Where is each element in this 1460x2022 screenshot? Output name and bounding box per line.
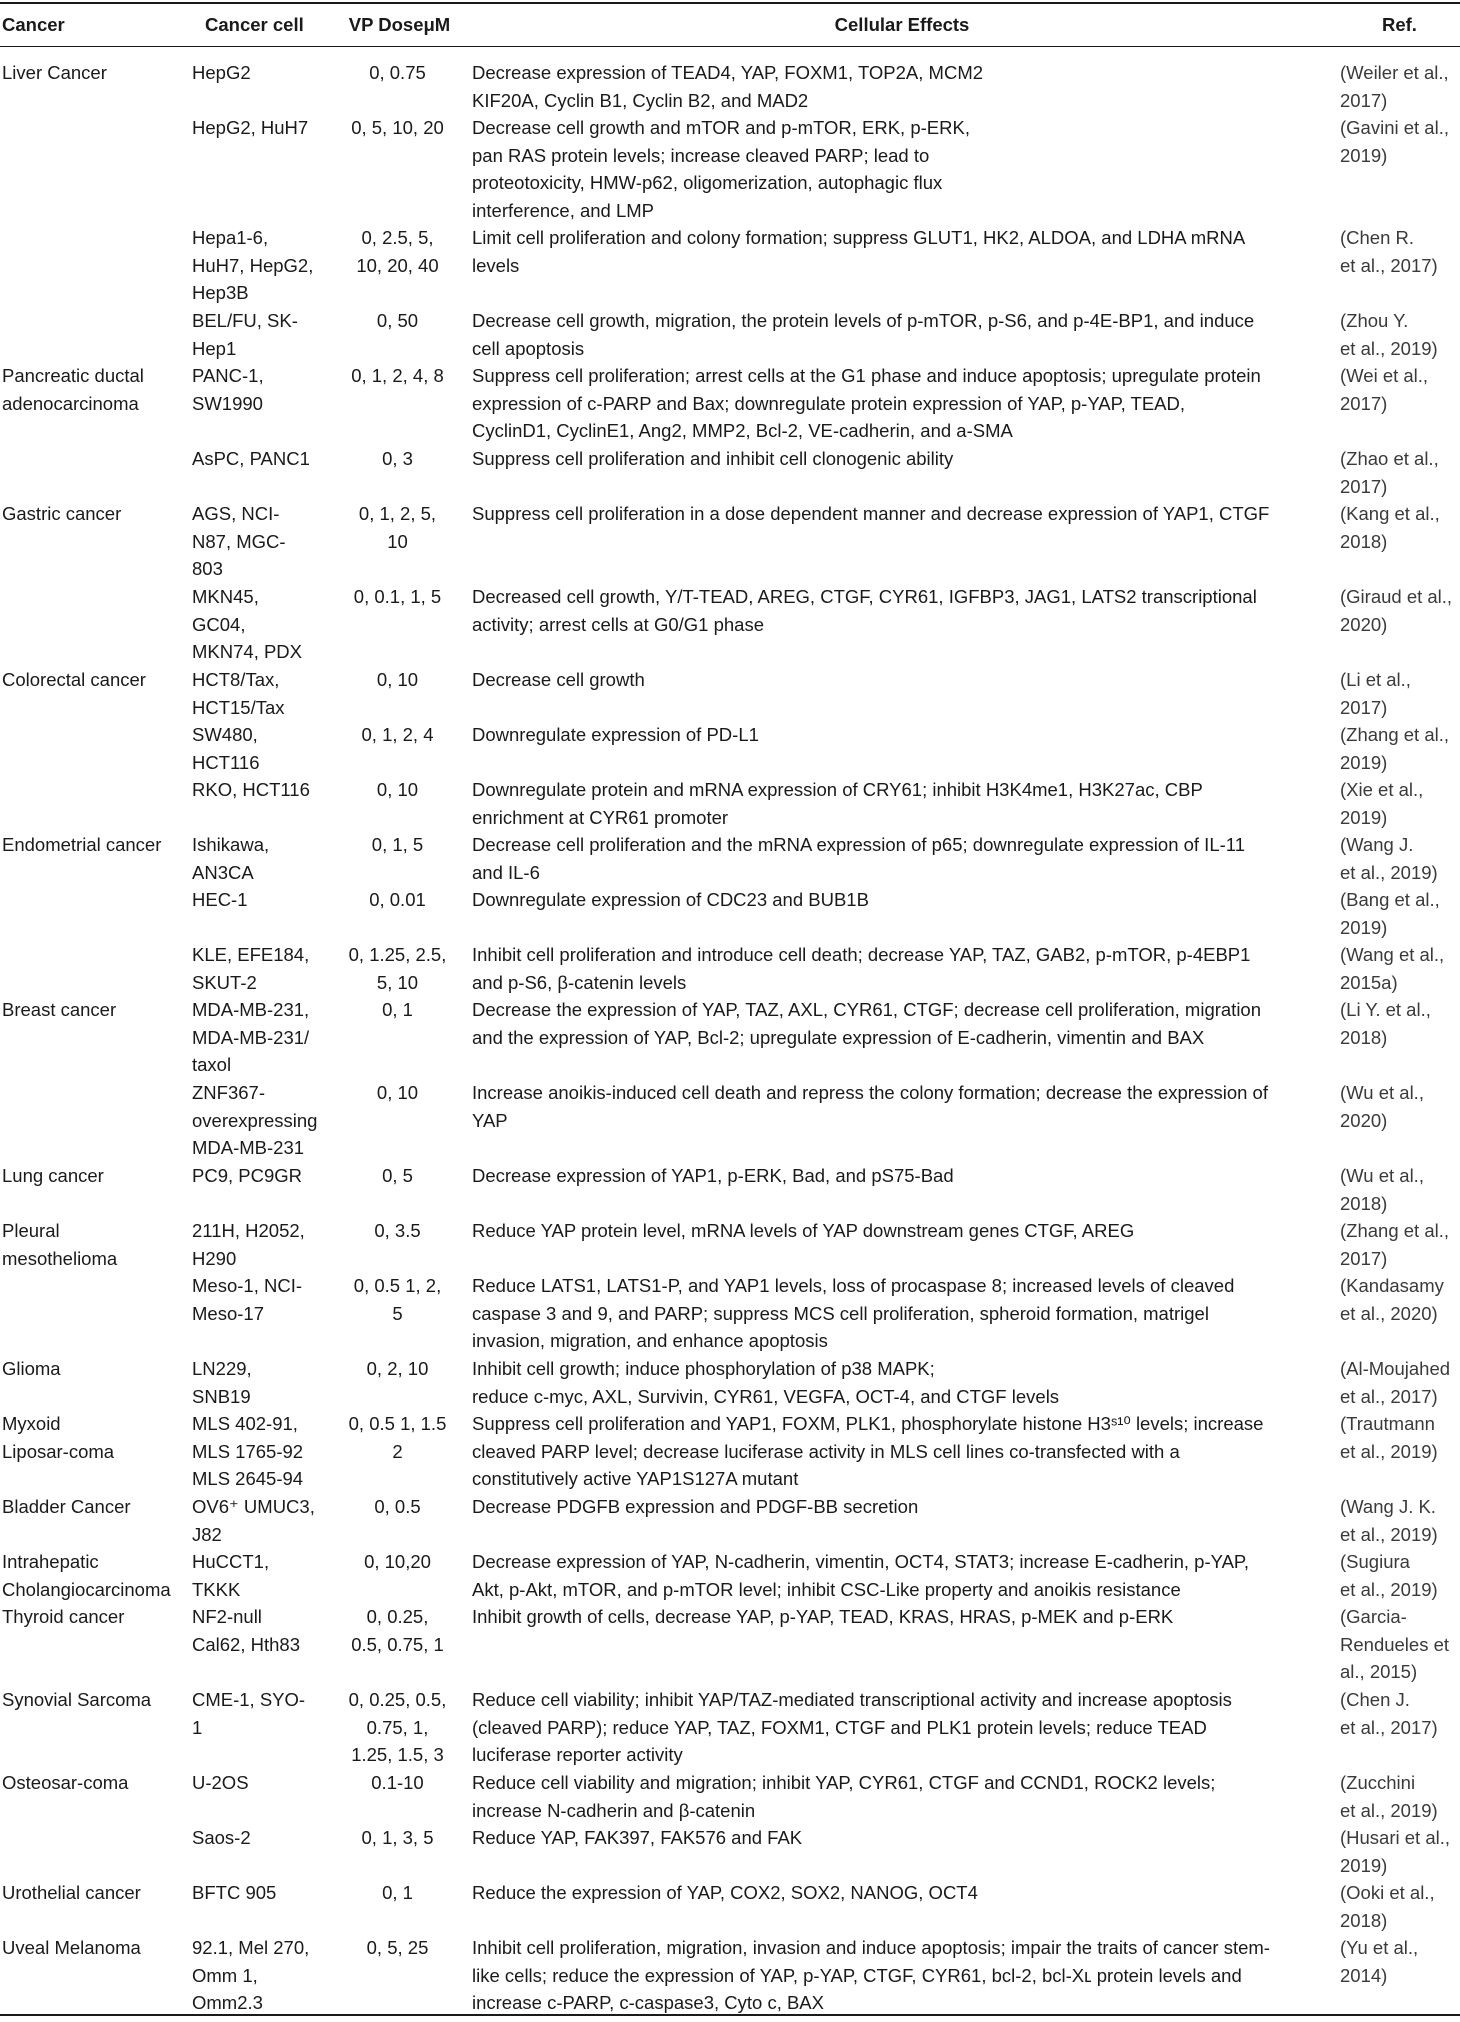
table-row: [0, 1537, 1460, 1600]
cell-cancer-type: Urothelial cancer: [2, 1882, 141, 1903]
cell-vp-dose: 0, 5, 25: [366, 1937, 429, 1958]
table-row: [0, 875, 1460, 938]
cell-vp-dose: 0, 3.5: [374, 1220, 421, 1241]
cell-vp-dose: 0, 1, 2, 4, 8: [351, 365, 444, 386]
cell-cellular-effects: Decrease expression of YAP, N-cadherin, vimentin, OCT4, STAT3; increase E-cadherin, p-YAP, Akt, p-Akt, mTOR, and p-mTOR level; inhibit CSC-Like property and anoikis resistance: [472, 1551, 1250, 1600]
cell-reference: (Ooki et al., 2018): [1340, 1882, 1435, 1931]
cell-cellular-effects: Downregulate expression of CDC23 and BUB1B: [472, 889, 869, 910]
cell-cancer-type: Pancreatic ductal adenocarcinoma: [2, 365, 144, 414]
table-body: [0, 48, 1460, 2013]
table-row: [0, 710, 1460, 773]
cell-cellular-effects: Decrease the expression of YAP, TAZ, AXL, CYR61, CTGF; decrease cell proliferation, migration and the expression of YAP, Bcl-2; upregulate expression of E-cadherin, vimentin and BAX: [472, 999, 1262, 1048]
cell-cell-line: LN229, SNB19: [192, 1358, 252, 1407]
cell-cancer-type: Bladder Cancer: [2, 1496, 131, 1517]
cell-cancer-type: Thyroid cancer: [2, 1606, 125, 1627]
table-header: [0, 0, 1460, 46]
table-bottom-rule: [0, 2014, 1460, 2016]
table-row: [0, 1482, 1460, 1545]
cell-vp-dose: 0, 2.5, 5, 10, 20, 40: [356, 227, 439, 276]
cell-reference: (Bang et al., 2019): [1340, 889, 1440, 938]
cell-reference: (Wang J. K. et al., 2019): [1340, 1496, 1438, 1545]
cell-cellular-effects: Suppress cell proliferation; arrest cells at the G1 phase and induce apoptosis; upregulate protein expression of c-PARP and Bax; downregulate protein expression of YAP, p-YAP, TEAD, CyclinD1, CyclinE1, Ang2, MMP2, Bcl-2, VE-cadherin, and a-SMA: [472, 365, 1261, 441]
table-row: [0, 1206, 1460, 1269]
cell-cellular-effects: Suppress cell proliferation in a dose dependent manner and decrease expression of YAP1, CTGF: [472, 503, 1270, 524]
table-row: [0, 1151, 1460, 1214]
header-cellular-effects: Cellular Effects: [834, 14, 970, 35]
cell-cell-line: MLS 402-91, MLS 1765-92 MLS 2645-94: [192, 1413, 304, 1489]
cell-reference: (Zhang et al., 2017): [1340, 1220, 1450, 1269]
table-row: [0, 820, 1460, 883]
cell-cancer-type: Myxoid Liposar-coma: [2, 1413, 115, 1462]
cell-cancer-type: Osteosar-coma: [2, 1772, 129, 1793]
cell-reference: (Husari et al., 2019): [1340, 1827, 1451, 1876]
cell-reference: (Gavini et al., 2019): [1340, 117, 1449, 166]
cell-cellular-effects: Inhibit cell proliferation and introduce cell death; decrease YAP, TAZ, GAB2, p-mTOR, p-4EBP1 and p-S6, β-catenin levels: [472, 944, 1251, 993]
cell-vp-dose: 0, 0.25, 0.5, 0.75, 1, 1.25, 1.5, 3: [348, 1689, 447, 1765]
cell-reference: (Trautmann et al., 2019): [1340, 1413, 1438, 1462]
table-row: [0, 1675, 1460, 1765]
table-row: [0, 351, 1460, 441]
cell-cell-line: HEC-1: [192, 889, 248, 910]
cell-vp-dose: 0, 10: [376, 1082, 419, 1103]
cell-cell-line: U-2OS: [192, 1772, 249, 1793]
cell-cell-line: HepG2, HuH7: [192, 117, 309, 138]
cell-vp-dose: 0, 50: [376, 310, 419, 331]
cell-cancer-type: Glioma: [2, 1358, 61, 1379]
table-row: [0, 1813, 1460, 1876]
table-row: [0, 213, 1460, 303]
table-row: [0, 1399, 1460, 1489]
cell-cellular-effects: Inhibit cell growth; induce phosphorylation of p38 MAPK; reduce c-myc, AXL, Survivin, CYR61, VEGFA, OCT-4, and CTGF levels: [472, 1358, 1060, 1407]
cell-reference: (Wang J. et al., 2019): [1340, 834, 1438, 883]
cell-cellular-effects: Decrease cell growth and mTOR and p-mTOR, ERK, p-ERK, pan RAS protein levels; increase cleaved PARP; lead to proteotoxicity, HMW-p62, oligomerization, autophagic flux interference, and LMP: [472, 117, 970, 221]
cell-cellular-effects: Decrease expression of TEAD4, YAP, FOXM1, TOP2A, MCM2 KIF20A, Cyclin B1, Cyclin B2, and MAD2: [472, 62, 984, 111]
cell-reference: (Wu et al., 2020): [1340, 1082, 1424, 1131]
cell-vp-dose: 0, 1, 5: [371, 834, 424, 855]
table-row: [0, 1923, 1460, 2013]
cell-cellular-effects: Suppress cell proliferation and inhibit cell clonogenic ability: [472, 448, 954, 469]
cell-cellular-effects: Downregulate protein and mRNA expression of CRY61; inhibit H3K4me1, H3K27ac, CBP enrichment at CYR61 promoter: [472, 779, 1203, 828]
cell-cell-line: HCT8/Tax, HCT15/Tax: [192, 669, 285, 718]
cell-cellular-effects: Reduce cell viability; inhibit YAP/TAZ-mediated transcriptional activity and increase apoptosis (cleaved PARP); reduce YAP, TAZ, FOXM1, CTGF and PLK1 protein levels; reduce TEAD luciferase reporter activity: [472, 1689, 1232, 1765]
header-cancer-cell: Cancer cell: [205, 14, 304, 35]
table-row: [0, 296, 1460, 359]
cell-cell-line: SW480, HCT116: [192, 724, 260, 773]
table-header-rule: [0, 46, 1460, 47]
cell-vp-dose: 0, 10,20: [364, 1551, 431, 1572]
cell-cancer-type: Breast cancer: [2, 999, 117, 1020]
cell-cell-line: 92.1, Mel 270, Omm 1, Omm2.3: [192, 1937, 310, 2013]
cell-cell-line: AsPC, PANC1: [192, 448, 310, 469]
header-vp-dose: VP DoseμM: [348, 14, 451, 35]
cell-cell-line: NF2-null Cal62, Hth83: [192, 1606, 300, 1655]
table-row: [0, 1758, 1460, 1821]
cell-reference: (Kandasamy et al., 2020): [1340, 1275, 1444, 1324]
cell-cellular-effects: Downregulate expression of PD-L1: [472, 724, 759, 745]
cell-cell-line: Hepa1-6, HuH7, HepG2, Hep3B: [192, 227, 314, 303]
cell-reference: (Zucchini et al., 2019): [1340, 1772, 1438, 1821]
cell-reference: (Li Y. et al., 2018): [1340, 999, 1431, 1048]
cell-reference: (Wang et al., 2015a): [1340, 944, 1445, 993]
cell-cellular-effects: Decrease expression of YAP1, p-ERK, Bad, and pS75-Bad: [472, 1165, 954, 1186]
table-row: [0, 930, 1460, 993]
cell-cell-line: PC9, PC9GR: [192, 1165, 303, 1186]
cell-cellular-effects: Decrease cell growth: [472, 669, 645, 690]
cell-vp-dose: 0, 1, 3, 5: [361, 1827, 434, 1848]
cell-cellular-effects: Reduce YAP, FAK397, FAK576 and FAK: [472, 1827, 803, 1848]
cell-vp-dose: 0, 1: [382, 1882, 413, 1903]
cell-vp-dose: 0, 0.75: [369, 62, 426, 83]
cell-cancer-type: Intrahepatic Cholangiocarcinoma: [2, 1551, 171, 1600]
cell-cell-line: OV6⁺ UMUC3, J82: [192, 1496, 315, 1545]
cell-cancer-type: Lung cancer: [2, 1165, 104, 1186]
cell-reference: (Li et al., 2017): [1340, 669, 1411, 718]
cell-cancer-type: Gastric cancer: [2, 503, 122, 524]
cell-vp-dose: 0, 3: [382, 448, 413, 469]
table-row: [0, 655, 1460, 718]
cell-cell-line: MKN45, GC04, MKN74, PDX: [192, 586, 303, 662]
cell-cellular-effects: Decrease PDGFB expression and PDGF-BB secretion: [472, 1496, 919, 1517]
cell-cell-line: Ishikawa, AN3CA: [192, 834, 270, 883]
cell-vp-dose: 0.1-10: [371, 1772, 424, 1793]
table-row: [0, 489, 1460, 579]
cell-reference: (Al-Moujahed et al., 2017): [1340, 1358, 1451, 1407]
cell-reference: (Wu et al., 2018): [1340, 1165, 1424, 1214]
cell-reference: (Kang et al., 2018): [1340, 503, 1440, 552]
table-row: [0, 1068, 1460, 1158]
cell-vp-dose: 0, 0.1, 1, 5: [353, 586, 442, 607]
cell-cell-line: Meso-1, NCI- Meso-17: [192, 1275, 302, 1324]
cell-cell-line: HuCCT1, TKKK: [192, 1551, 270, 1600]
cell-reference: (Chen J. et al., 2017): [1340, 1689, 1438, 1738]
cell-reference: (Giraud et al., 2020): [1340, 586, 1453, 635]
cell-cell-line: MDA-MB-231, MDA-MB-231/ taxol: [192, 999, 310, 1075]
cell-cell-line: AGS, NCI- N87, MGC- 803: [192, 503, 286, 579]
cell-reference: (Sugiura et al., 2019): [1340, 1551, 1438, 1600]
cell-cell-line: BFTC 905: [192, 1882, 277, 1903]
cell-vp-dose: 0, 1.25, 2.5, 5, 10: [348, 944, 447, 993]
cell-reference: (Zhou Y. et al., 2019): [1340, 310, 1438, 359]
table-row: [0, 572, 1460, 662]
cell-vp-dose: 0, 0.5 1, 2, 5: [353, 1275, 442, 1324]
table-row: [0, 103, 1460, 221]
cell-cellular-effects: Limit cell proliferation and colony formation; suppress GLUT1, HK2, ALDOA, and LDHA mRNA levels: [472, 227, 1246, 276]
cell-cancer-type: Colorectal cancer: [2, 669, 146, 690]
table-row: [0, 1261, 1460, 1351]
cell-cellular-effects: Reduce YAP protein level, mRNA levels of YAP downstream genes CTGF, AREG: [472, 1220, 1135, 1241]
table-row: [0, 434, 1460, 497]
cell-reference: (Zhang et al., 2019): [1340, 724, 1450, 773]
cell-vp-dose: 0, 10: [376, 669, 419, 690]
cell-cellular-effects: Decreased cell growth, Y/T-TEAD, AREG, CTGF, CYR61, IGFBP3, JAG1, LATS2 transcriptional activity; arrest cells at G0/G1 phase: [472, 586, 1257, 635]
header-cancer: Cancer: [2, 14, 65, 35]
cell-cellular-effects: Inhibit cell proliferation, migration, invasion and induce apoptosis; impair the traits of cancer stem- like cells; reduce the expression of YAP, p-YAP, CTGF, CYR61, bcl-2, bcl-Xʟ protein levels and increase c-PARP, c-caspase3, Cyto c, BAX: [472, 1937, 1270, 2013]
cell-cellular-effects: Decrease cell growth, migration, the protein levels of p-mTOR, p-S6, and p-4E-BP1, and induce cell apoptosis: [472, 310, 1255, 359]
cell-cell-line: ZNF367- overexpressing MDA-MB-231: [192, 1082, 318, 1158]
cell-cellular-effects: Inhibit growth of cells, decrease YAP, p-YAP, TEAD, KRAS, HRAS, p-MEK and p-ERK: [472, 1606, 1174, 1627]
cell-cellular-effects: Decrease cell proliferation and the mRNA expression of p65; downregulate expression of IL-11 and IL-6: [472, 834, 1245, 883]
cell-cellular-effects: Reduce LATS1, LATS1-P, and YAP1 levels, loss of procaspase 8; increased levels of cleaved caspase 3 and 9, and PARP; suppress MCS cell proliferation, spheroid formation, matrigel invasion, migration, and enhance apoptosis: [472, 1275, 1235, 1351]
table-row: [0, 1344, 1460, 1407]
cell-cellular-effects: Reduce cell viability and migration; inhibit YAP, CYR61, CTGF and CCND1, ROCK2 levels; increase N-cadherin and β-catenin: [472, 1772, 1216, 1821]
cell-vp-dose: 0, 0.01: [369, 889, 426, 910]
cell-reference: (Xie et al., 2019): [1340, 779, 1424, 828]
cell-cell-line: Saos-2: [192, 1827, 251, 1848]
cell-vp-dose: 0, 1, 2, 5, 10: [358, 503, 437, 552]
cell-cancer-type: Endometrial cancer: [2, 834, 162, 855]
cell-cell-line: KLE, EFE184, SKUT-2: [192, 944, 310, 993]
cell-reference: (Weiler et al., 2017): [1340, 62, 1449, 111]
cell-vp-dose: 0, 10: [376, 779, 419, 800]
cell-cell-line: HepG2: [192, 62, 251, 83]
cell-reference: (Chen R. et al., 2017): [1340, 227, 1438, 276]
cell-vp-dose: 0, 5, 10, 20: [351, 117, 444, 138]
table-row: [0, 48, 1460, 111]
cell-cell-line: RKO, HCT116: [192, 779, 310, 800]
cell-cancer-type: Pleural mesothelioma: [2, 1220, 118, 1269]
cell-reference: (Garcia- Rendueles et al., 2015): [1340, 1606, 1450, 1682]
cell-cellular-effects: Increase anoikis-induced cell death and repress the colony formation; decrease the expression of YAP: [472, 1082, 1268, 1131]
table-row: [0, 765, 1460, 828]
cell-vp-dose: 0, 5: [382, 1165, 413, 1186]
cell-cell-line: BEL/FU, SK- Hep1: [192, 310, 298, 359]
cell-reference: (Wei et al., 2017): [1340, 365, 1429, 414]
cell-vp-dose: 0, 0.5 1, 1.5 2: [348, 1413, 447, 1462]
cell-cell-line: PANC-1, SW1990: [192, 365, 264, 414]
table-row: [0, 1592, 1460, 1682]
cell-cell-line: 211H, H2052, H290: [192, 1220, 305, 1269]
cell-cancer-type: Synovial Sarcoma: [2, 1689, 152, 1710]
table-row: [0, 985, 1460, 1075]
cell-vp-dose: 0, 0.5: [374, 1496, 421, 1517]
cell-vp-dose: 0, 1, 2, 4: [361, 724, 434, 745]
cell-vp-dose: 0, 0.25, 0.5, 0.75, 1: [351, 1606, 444, 1655]
header-ref: Ref.: [1382, 14, 1417, 35]
table-row: [0, 1868, 1460, 1931]
cell-cell-line: CME-1, SYO- 1: [192, 1689, 306, 1738]
cell-cancer-type: Uveal Melanoma: [2, 1937, 141, 1958]
cell-vp-dose: 0, 2, 10: [366, 1358, 429, 1379]
cell-cellular-effects: Suppress cell proliferation and YAP1, FOXM, PLK1, phosphorylate histone H3ˢ¹⁰ levels; increase cleaved PARP level; decrease luciferase activity in MLS cell lines co-transfected with a constitutively active YAP1S127A mutant: [472, 1413, 1264, 1489]
cell-vp-dose: 0, 1: [382, 999, 413, 1020]
cell-reference: (Zhao et al., 2017): [1340, 448, 1439, 497]
cell-cellular-effects: Reduce the expression of YAP, COX2, SOX2, NANOG, OCT4: [472, 1882, 978, 1903]
cell-cancer-type: Liver Cancer: [2, 62, 107, 83]
cell-reference: (Yu et al., 2014): [1340, 1937, 1419, 1986]
